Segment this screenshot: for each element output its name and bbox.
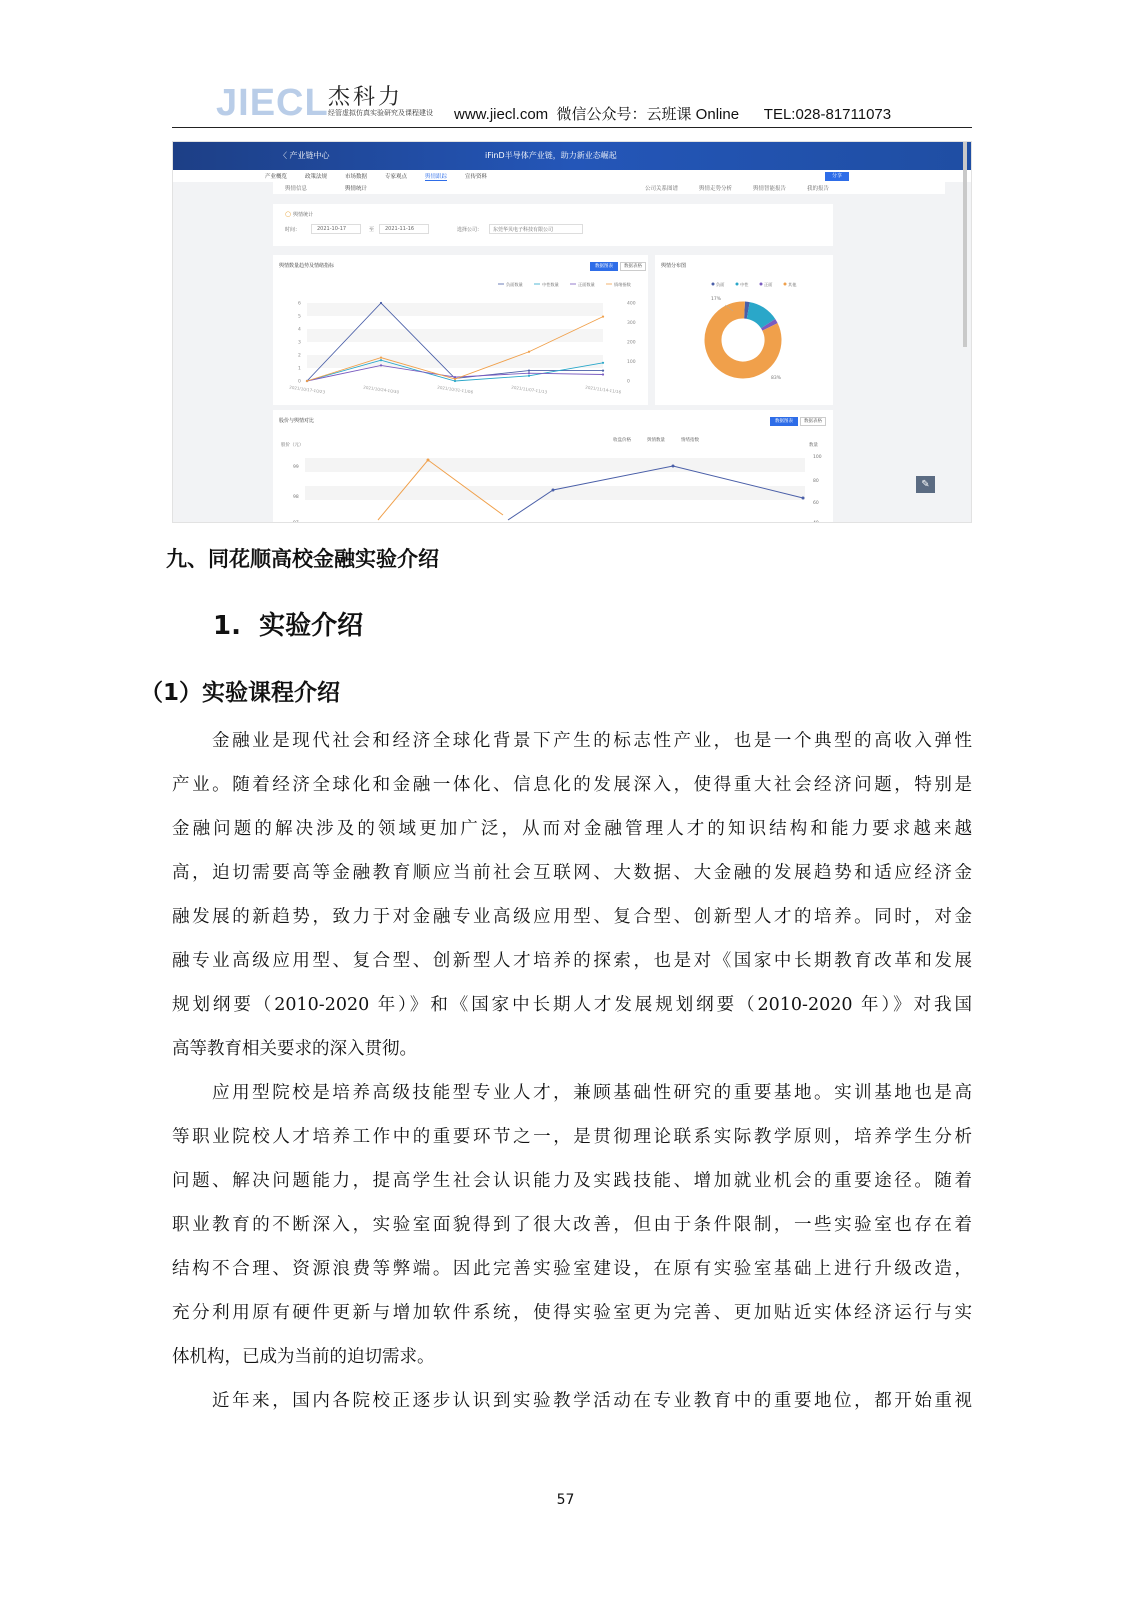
y2-tick: 100 bbox=[627, 360, 636, 365]
screenshot-nav bbox=[173, 170, 972, 182]
screenshot-banner bbox=[173, 142, 972, 170]
legend-swatch bbox=[784, 283, 787, 286]
date-to-value: 2021-11-16 bbox=[385, 226, 415, 232]
company-label: 选择公司： bbox=[457, 227, 483, 233]
x-tick: 2021/10/31-11/06 bbox=[437, 384, 474, 395]
nav-tab[interactable]: 市场数据 bbox=[345, 174, 368, 180]
subnav-link[interactable]: 舆情智能报告 bbox=[753, 186, 787, 192]
legend-label: 情绪指数 bbox=[614, 282, 631, 287]
filter-title: 舆情统计 bbox=[293, 212, 314, 218]
subnav-link[interactable]: 公司关系图谱 bbox=[645, 186, 679, 192]
legend-label: 情绪指数 bbox=[681, 438, 699, 443]
legend-label: 中性 bbox=[740, 282, 749, 287]
data-point bbox=[602, 316, 604, 318]
text-line: 职业教育的不断深入，实验室面貌得到了很大改善，但由于条件限制，一些实验室也存在着 bbox=[172, 1215, 972, 1235]
text-line: 融专业高级应用型、复合型、创新型人才培养的探索，也是对《国家中长期教育改革和发展 bbox=[172, 951, 972, 971]
text-line: 结构不合理、资源浪费等弊端。因此完善实验室建设，在原有实验室基础上进行升级改造， bbox=[172, 1259, 972, 1279]
nav-tab-active[interactable]: 舆情跟踪 bbox=[425, 174, 448, 180]
data-point bbox=[380, 359, 382, 361]
y2-tick: 0 bbox=[627, 379, 630, 385]
data-point bbox=[602, 370, 604, 372]
donut-chart bbox=[655, 255, 833, 405]
data-point bbox=[427, 459, 430, 462]
y-tick: 6 bbox=[298, 301, 301, 307]
text-line: 高等教育相关要求的深入贯彻。 bbox=[172, 1039, 417, 1059]
text-line: 问题、解决问题能力，提高学生社会认识能力及实践技能、增加就业机会的重要途径。随着 bbox=[172, 1171, 972, 1191]
slice-label: 17% bbox=[711, 297, 722, 302]
x-tick: 2021/10/17-10/23 bbox=[289, 384, 326, 395]
scrollbar[interactable] bbox=[963, 142, 967, 347]
subnav-tab-active[interactable]: 舆情统计 bbox=[345, 186, 368, 192]
share-button[interactable]: 分享 bbox=[825, 172, 849, 181]
date-from-value: 2021-10-17 bbox=[317, 226, 347, 232]
data-point bbox=[380, 302, 382, 304]
panel-title: 舆情分布图 bbox=[661, 263, 687, 269]
data-point bbox=[528, 351, 530, 353]
subnav-tab[interactable]: 舆情信息 bbox=[285, 186, 308, 192]
section-title: 九、同花顺高校金融实验介绍 bbox=[166, 547, 439, 571]
text-line: 等职业院校人才培养工作中的重要环节之一，是贯彻理论联系实际教学原则，培养学生分析 bbox=[172, 1127, 972, 1147]
data-point bbox=[380, 357, 382, 359]
y2-tick: 200 bbox=[627, 340, 636, 346]
to-label: 至 bbox=[369, 227, 375, 233]
legend-label: 其他 bbox=[788, 282, 797, 287]
screenshot-subnav bbox=[273, 182, 945, 194]
legend-swatch bbox=[760, 283, 763, 286]
data-point bbox=[602, 373, 604, 375]
subnav-link[interactable]: 舆情走势分析 bbox=[699, 186, 733, 192]
grid-band bbox=[307, 329, 603, 342]
y-tick: 60 bbox=[813, 501, 819, 506]
page-number: 57 bbox=[556, 1492, 575, 1508]
date-label: 时间： bbox=[285, 227, 301, 233]
legend-label: 正面 bbox=[764, 282, 773, 287]
nav-tab[interactable]: 政策法规 bbox=[305, 174, 328, 180]
y-tick: 3 bbox=[298, 340, 301, 346]
legend-swatch bbox=[712, 283, 715, 286]
y-tick: 5 bbox=[298, 314, 301, 320]
y-tick: 98 bbox=[293, 495, 299, 500]
logo-tagline: 经管虚拟仿真实验研究及课程建设 bbox=[328, 109, 433, 117]
subsection-title: 1. 实验介绍 bbox=[213, 611, 364, 641]
filter-panel bbox=[273, 204, 833, 246]
legend-swatch bbox=[736, 283, 739, 286]
axis-unit: 股价（元） bbox=[281, 443, 304, 448]
chart-view-button[interactable]: 数据图表 bbox=[770, 417, 798, 426]
data-point bbox=[454, 376, 456, 378]
pie-slice bbox=[768, 324, 770, 327]
subsubsection-title: （1）实验课程介绍 bbox=[140, 680, 341, 706]
banner-title: iFinD半导体产业链，助力新业态崛起 bbox=[485, 151, 617, 160]
nav-tab[interactable]: 专家观点 bbox=[385, 174, 408, 180]
data-point bbox=[528, 375, 530, 377]
grid-band bbox=[307, 303, 603, 316]
x-tick: 2021/11/07-11/13 bbox=[511, 384, 548, 395]
legend-label: 中性数量 bbox=[542, 282, 559, 287]
y-tick: 40 bbox=[813, 521, 819, 526]
sentiment-distribution-panel bbox=[655, 255, 833, 405]
y-tick: 97 bbox=[293, 521, 299, 526]
panel-title: 股价与舆情对比 bbox=[279, 418, 315, 424]
axis-unit: 数量 bbox=[809, 443, 818, 448]
text-line: 高，迫切需要高等金融教育顺应当前社会互联网、大数据、大金融的发展趋势和适应经济金 bbox=[172, 863, 972, 883]
logo-text: JIECL bbox=[216, 82, 329, 124]
data-point bbox=[602, 362, 604, 364]
data-point bbox=[454, 380, 456, 382]
edit-icon[interactable]: ✎ bbox=[916, 476, 935, 493]
text-line: 充分利用原有硬件更新与增加软件系统，使得实验室更为完善、更加贴近实体经济运行与实 bbox=[172, 1303, 972, 1323]
data-point bbox=[306, 380, 308, 382]
data-point bbox=[380, 364, 382, 366]
logo-chinese-name: 杰科力 bbox=[328, 85, 404, 110]
grid-band bbox=[307, 355, 603, 368]
grid-band bbox=[305, 486, 805, 500]
embedded-screenshot bbox=[172, 141, 972, 526]
text-line: 金融问题的解决涉及的领域更加广泛，从而对金融管理人才的知识结构和能力要求越来越 bbox=[172, 819, 972, 839]
text-line: 体机构，已成为当前的迫切需求。 bbox=[172, 1347, 435, 1367]
table-view-button[interactable]: 数据表格 bbox=[800, 417, 826, 426]
data-point bbox=[454, 378, 456, 380]
price-line-chart bbox=[273, 410, 833, 526]
subnav-link[interactable]: 我的报告 bbox=[807, 186, 830, 192]
data-point bbox=[802, 497, 805, 500]
legend-label: 负面 bbox=[716, 282, 725, 287]
chart-view-button[interactable]: 数据图表 bbox=[590, 262, 618, 271]
company-value: 东莞华贝电子科技有限公司 bbox=[493, 227, 554, 233]
y-tick: 100 bbox=[813, 455, 822, 460]
line-chart bbox=[273, 255, 648, 405]
text-line: 近年来，国内各院校正逐步认识到实验教学活动在专业教育中的重要地位，都开始重视 bbox=[212, 1391, 972, 1411]
y2-tick: 400 bbox=[627, 301, 636, 307]
slice-label: 83% bbox=[771, 376, 782, 381]
legend-label: 负面数量 bbox=[506, 282, 523, 287]
data-point bbox=[528, 372, 530, 374]
pie-slice bbox=[748, 310, 768, 323]
y-tick: 1 bbox=[298, 366, 301, 372]
text-line: 应用型院校是培养高级技能型专业人才，兼顾基础性研究的重要基地。实训基地也是高 bbox=[212, 1083, 972, 1103]
header-contact: www.jiecl.com 微信公众号：云班课 Online TEL:028-81711073 bbox=[454, 106, 892, 123]
page-header bbox=[172, 76, 972, 128]
sentiment-trend-panel bbox=[273, 255, 648, 405]
y-tick: 80 bbox=[813, 479, 819, 484]
text-line: 金融业是现代社会和经济全球化背景下产生的标志性产业，也是一个典型的高收入弹性 bbox=[212, 731, 972, 751]
data-point bbox=[552, 489, 555, 492]
y-tick: 4 bbox=[298, 327, 301, 333]
nav-tab[interactable]: 产业概览 bbox=[265, 174, 288, 180]
y-tick: 0 bbox=[298, 379, 301, 385]
legend-label: 正面数量 bbox=[578, 282, 595, 287]
panel-title: 舆情数量趋势及情绪指标 bbox=[279, 263, 335, 269]
y2-tick: 300 bbox=[627, 321, 636, 326]
data-point bbox=[672, 465, 675, 468]
y-tick: 99 bbox=[293, 465, 299, 470]
table-view-button[interactable]: 数据表格 bbox=[620, 262, 646, 271]
text-line: 融发展的新趋势，致力于对金融专业高级应用型、复合型、创新型人才的培养。同时，对金 bbox=[172, 907, 972, 927]
price-vs-sentiment-panel bbox=[273, 410, 833, 526]
clock-icon: ○ bbox=[285, 210, 292, 218]
back-link[interactable]: 〈 产业链中心 bbox=[279, 151, 330, 160]
text-line: 规划纲要（2010-2020 年）》和《国家中长期人才发展规划纲要（2010-2020 年）》对我国 bbox=[172, 995, 972, 1015]
legend-label: 舆情数量 bbox=[647, 438, 665, 443]
data-point bbox=[528, 370, 530, 372]
grid-band bbox=[305, 458, 805, 472]
nav-tab[interactable]: 宣传资料 bbox=[465, 174, 488, 180]
text-line: 产业。随着经济全球化和金融一体化、信息化的发展深入，使得重大社会经济问题，特别是 bbox=[172, 775, 972, 795]
x-tick: 2021/11/14-11/16 bbox=[585, 384, 622, 395]
x-tick: 2021/10/24-10/30 bbox=[363, 384, 400, 395]
y-tick: 2 bbox=[298, 353, 301, 359]
legend-label: 收盘价格 bbox=[613, 438, 631, 443]
